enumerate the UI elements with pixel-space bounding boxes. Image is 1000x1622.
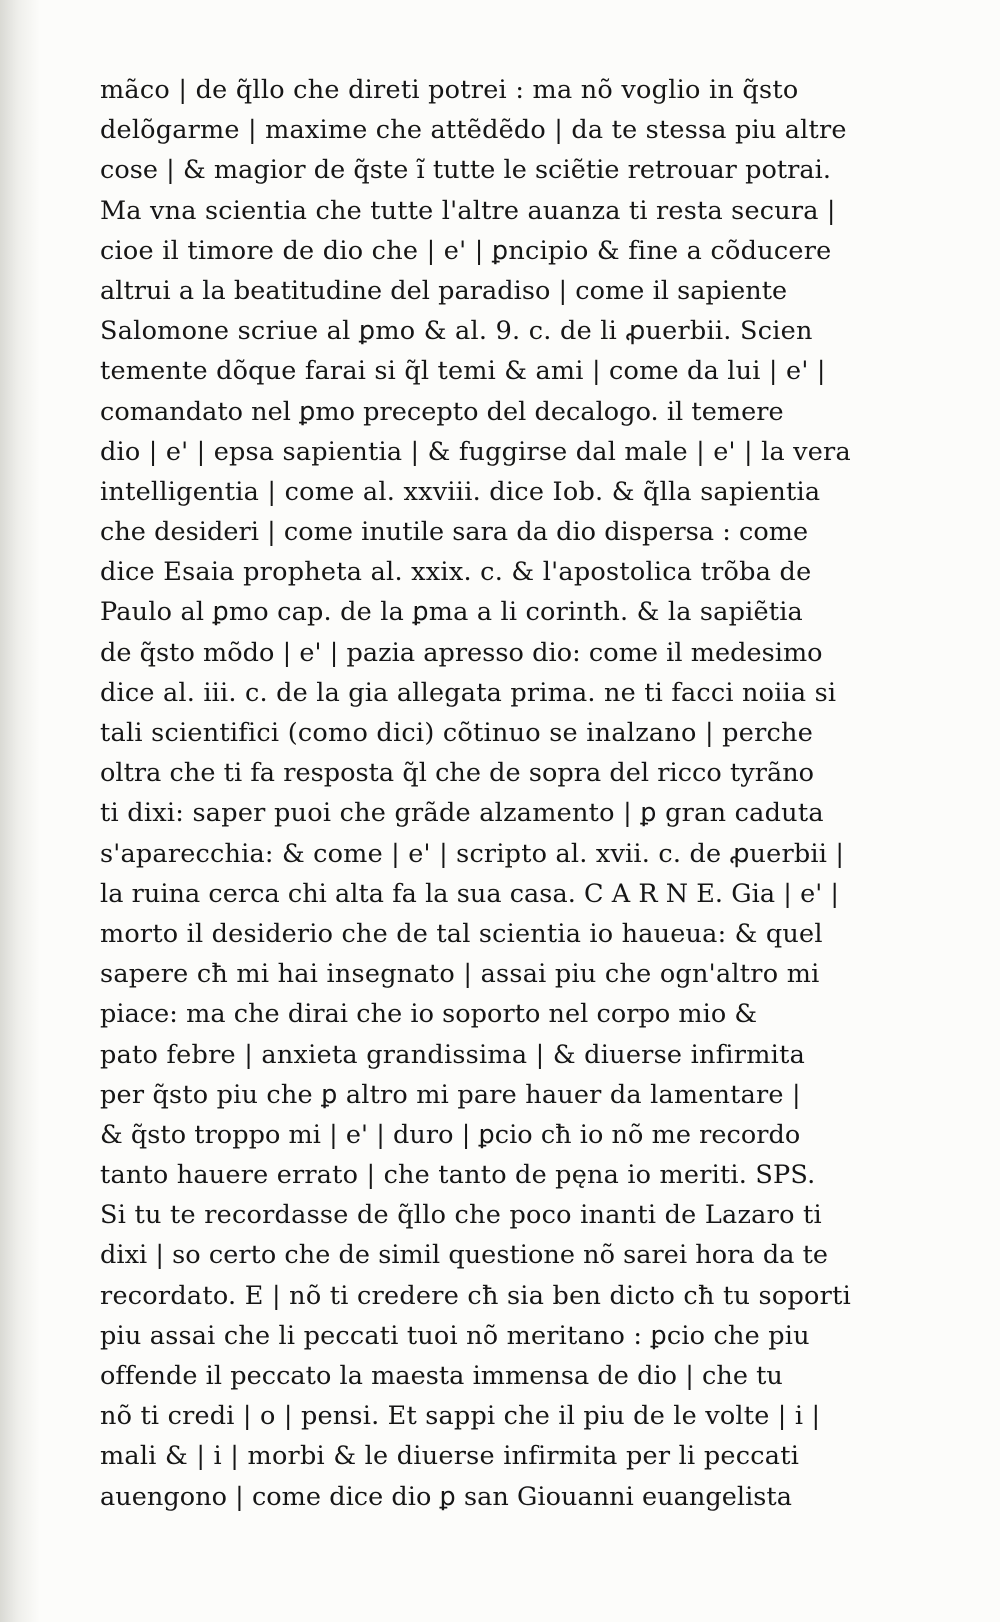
text-line: auengono | come dice dio ꝑ san Giouanni euangelista <box>100 1481 792 1512</box>
text-line: de q̃sto mõdo | e' | pazia apresso dio: come il medesimo <box>100 637 823 668</box>
text-line: dixi | so certo che de simil questione nõ sarei hora da te <box>100 1240 829 1271</box>
text-line: piu assai che li peccati tuoi nõ meritano : ꝑcio che piu <box>100 1320 810 1351</box>
text-line: morto il desiderio che de tal scientia io haueua: & quel <box>100 918 823 949</box>
text-line: mãco | de q̃llo che direti potrei : ma nõ voglio in q̃sto <box>100 75 799 105</box>
text-line: offende il peccato la maesta immensa de dio | che tu <box>100 1361 783 1391</box>
text-line: piace: ma che dirai che io soporto nel corpo mio & <box>100 999 758 1030</box>
text-line: delõgarme | maxime che attẽdẽdo | da te stessa piu altre <box>100 115 847 146</box>
text-line: tali scientifici (como dici) cõtinuo se inalzano | perche <box>100 718 814 748</box>
text-line: sapere cħ mi hai insegnato | assai piu che ogn'altro mi <box>100 959 820 990</box>
text-line: s'aparecchia: & come | e' | scripto al. xvii. c. de ꝓuerbii | <box>100 838 845 869</box>
text-line: dice al. iii. c. de la gia allegata prima. ne ti facci noiia si <box>100 677 837 708</box>
text-block <box>100 70 940 1517</box>
text-line: dice Esaia propheta al. xxix. c. & l'apostolica trõba de <box>100 557 812 588</box>
text-line: mali & | i | morbi & le diuerse infirmita per li peccati <box>100 1441 800 1472</box>
text-line: altrui a la beatitudine del paradiso | come il sapiente <box>100 275 788 306</box>
text-line: intelligentia | come al. xxviii. dice Iob. & q̃lla sapientia <box>100 476 821 507</box>
text-line: cioe il timore de dio che | e' | ꝑncipio & fine a cõducere <box>100 235 832 266</box>
text-line: la ruina cerca chi alta fa la sua casa. C A R N E. Gia | e' | <box>100 878 840 909</box>
text-line: pato febre | anxieta grandissima | & diuerse infirmita <box>100 1039 806 1070</box>
text-line: nõ ti credi | o | pensi. Et sappi che il piu de le volte | i | <box>100 1401 821 1432</box>
text-line: temente dõque farai si q̃l temi & ami | come da lui | e' | <box>100 356 826 387</box>
text-line: Salomone scriue al ꝑmo & al. 9. c. de li ꝓuerbii. Scien <box>100 316 813 347</box>
text-line: ti dixi: saper puoi che grãde alzamento | ꝑ gran caduta <box>100 798 824 829</box>
text-line: comandato nel ꝑmo precepto del decalogo. il temere <box>100 396 784 427</box>
text-line: recordato. E | nõ ti credere cħ sia ben dicto cħ tu soporti <box>100 1280 851 1311</box>
text-line: Ma vna scientia che tutte l'altre auanza ti resta secura | <box>100 195 836 226</box>
text-line: & q̃sto troppo mi | e' | duro | ꝑcio cħ io nõ me recordo <box>100 1119 801 1150</box>
text-line: oltra che ti fa resposta q̃l che de sopra del ricco tyrãno <box>100 758 815 789</box>
text-line: dio | e' | epsa sapientia | & fuggirse dal male | e' | la vera <box>100 436 851 467</box>
scan-edge-shadow <box>0 0 40 1622</box>
text-line: cose | & magior de q̃ste ĩ tutte le sciẽtie retrouar potrai. <box>100 155 832 186</box>
text-line: Paulo al ꝑmo cap. de la ꝑma a li corinth. & la sapiẽtia <box>100 597 803 628</box>
text-line: per q̃sto piu che ꝑ altro mi pare hauer da lamentare | <box>100 1079 801 1110</box>
text-line: tanto hauere errato | che tanto de pęna io meriti. SPS. <box>100 1160 816 1191</box>
text-line: che desideri | come inutile sara da dio dispersa : come <box>100 517 809 548</box>
text-line: Si tu te recordasse de q̃llo che poco inanti de Lazaro ti <box>100 1200 822 1231</box>
